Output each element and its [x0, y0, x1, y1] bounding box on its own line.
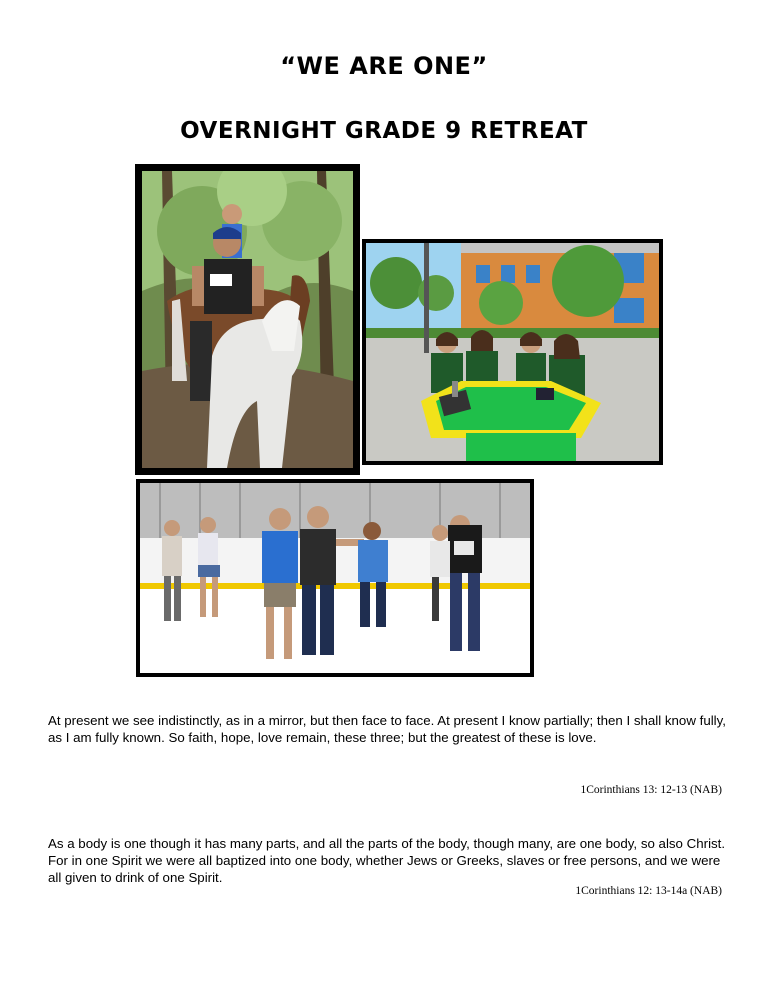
page-subtitle: OVERNIGHT GRADE 9 RETREAT: [180, 118, 588, 144]
page-title: “WE ARE ONE”: [280, 52, 488, 80]
picnic-table-photo: [362, 239, 663, 465]
scripture-quote-2: As a body is one though it has many parts, and all the parts of the body, though many, are one body, so also Christ. For in one Spirit we were all baptized into one body, whether Jews or Greeks, slaves or free persons, and we were all given to drink of one Spirit.: [48, 836, 726, 885]
horse-riding-photo: [135, 164, 360, 475]
scripture-citation-2: 1Corinthians 12: 13-14a (NAB): [575, 885, 722, 897]
scripture-quote-1: At present we see indistinctly, as in a mirror, but then face to face. At present I know partially; then I shall know fully, as I am fully known. So faith, hope, love remain, these three; but the greatest of these is love.: [48, 713, 726, 745]
scripture-citation-1: 1Corinthians 13: 12-13 (NAB): [580, 784, 722, 796]
ice-skating-photo: [136, 479, 534, 677]
